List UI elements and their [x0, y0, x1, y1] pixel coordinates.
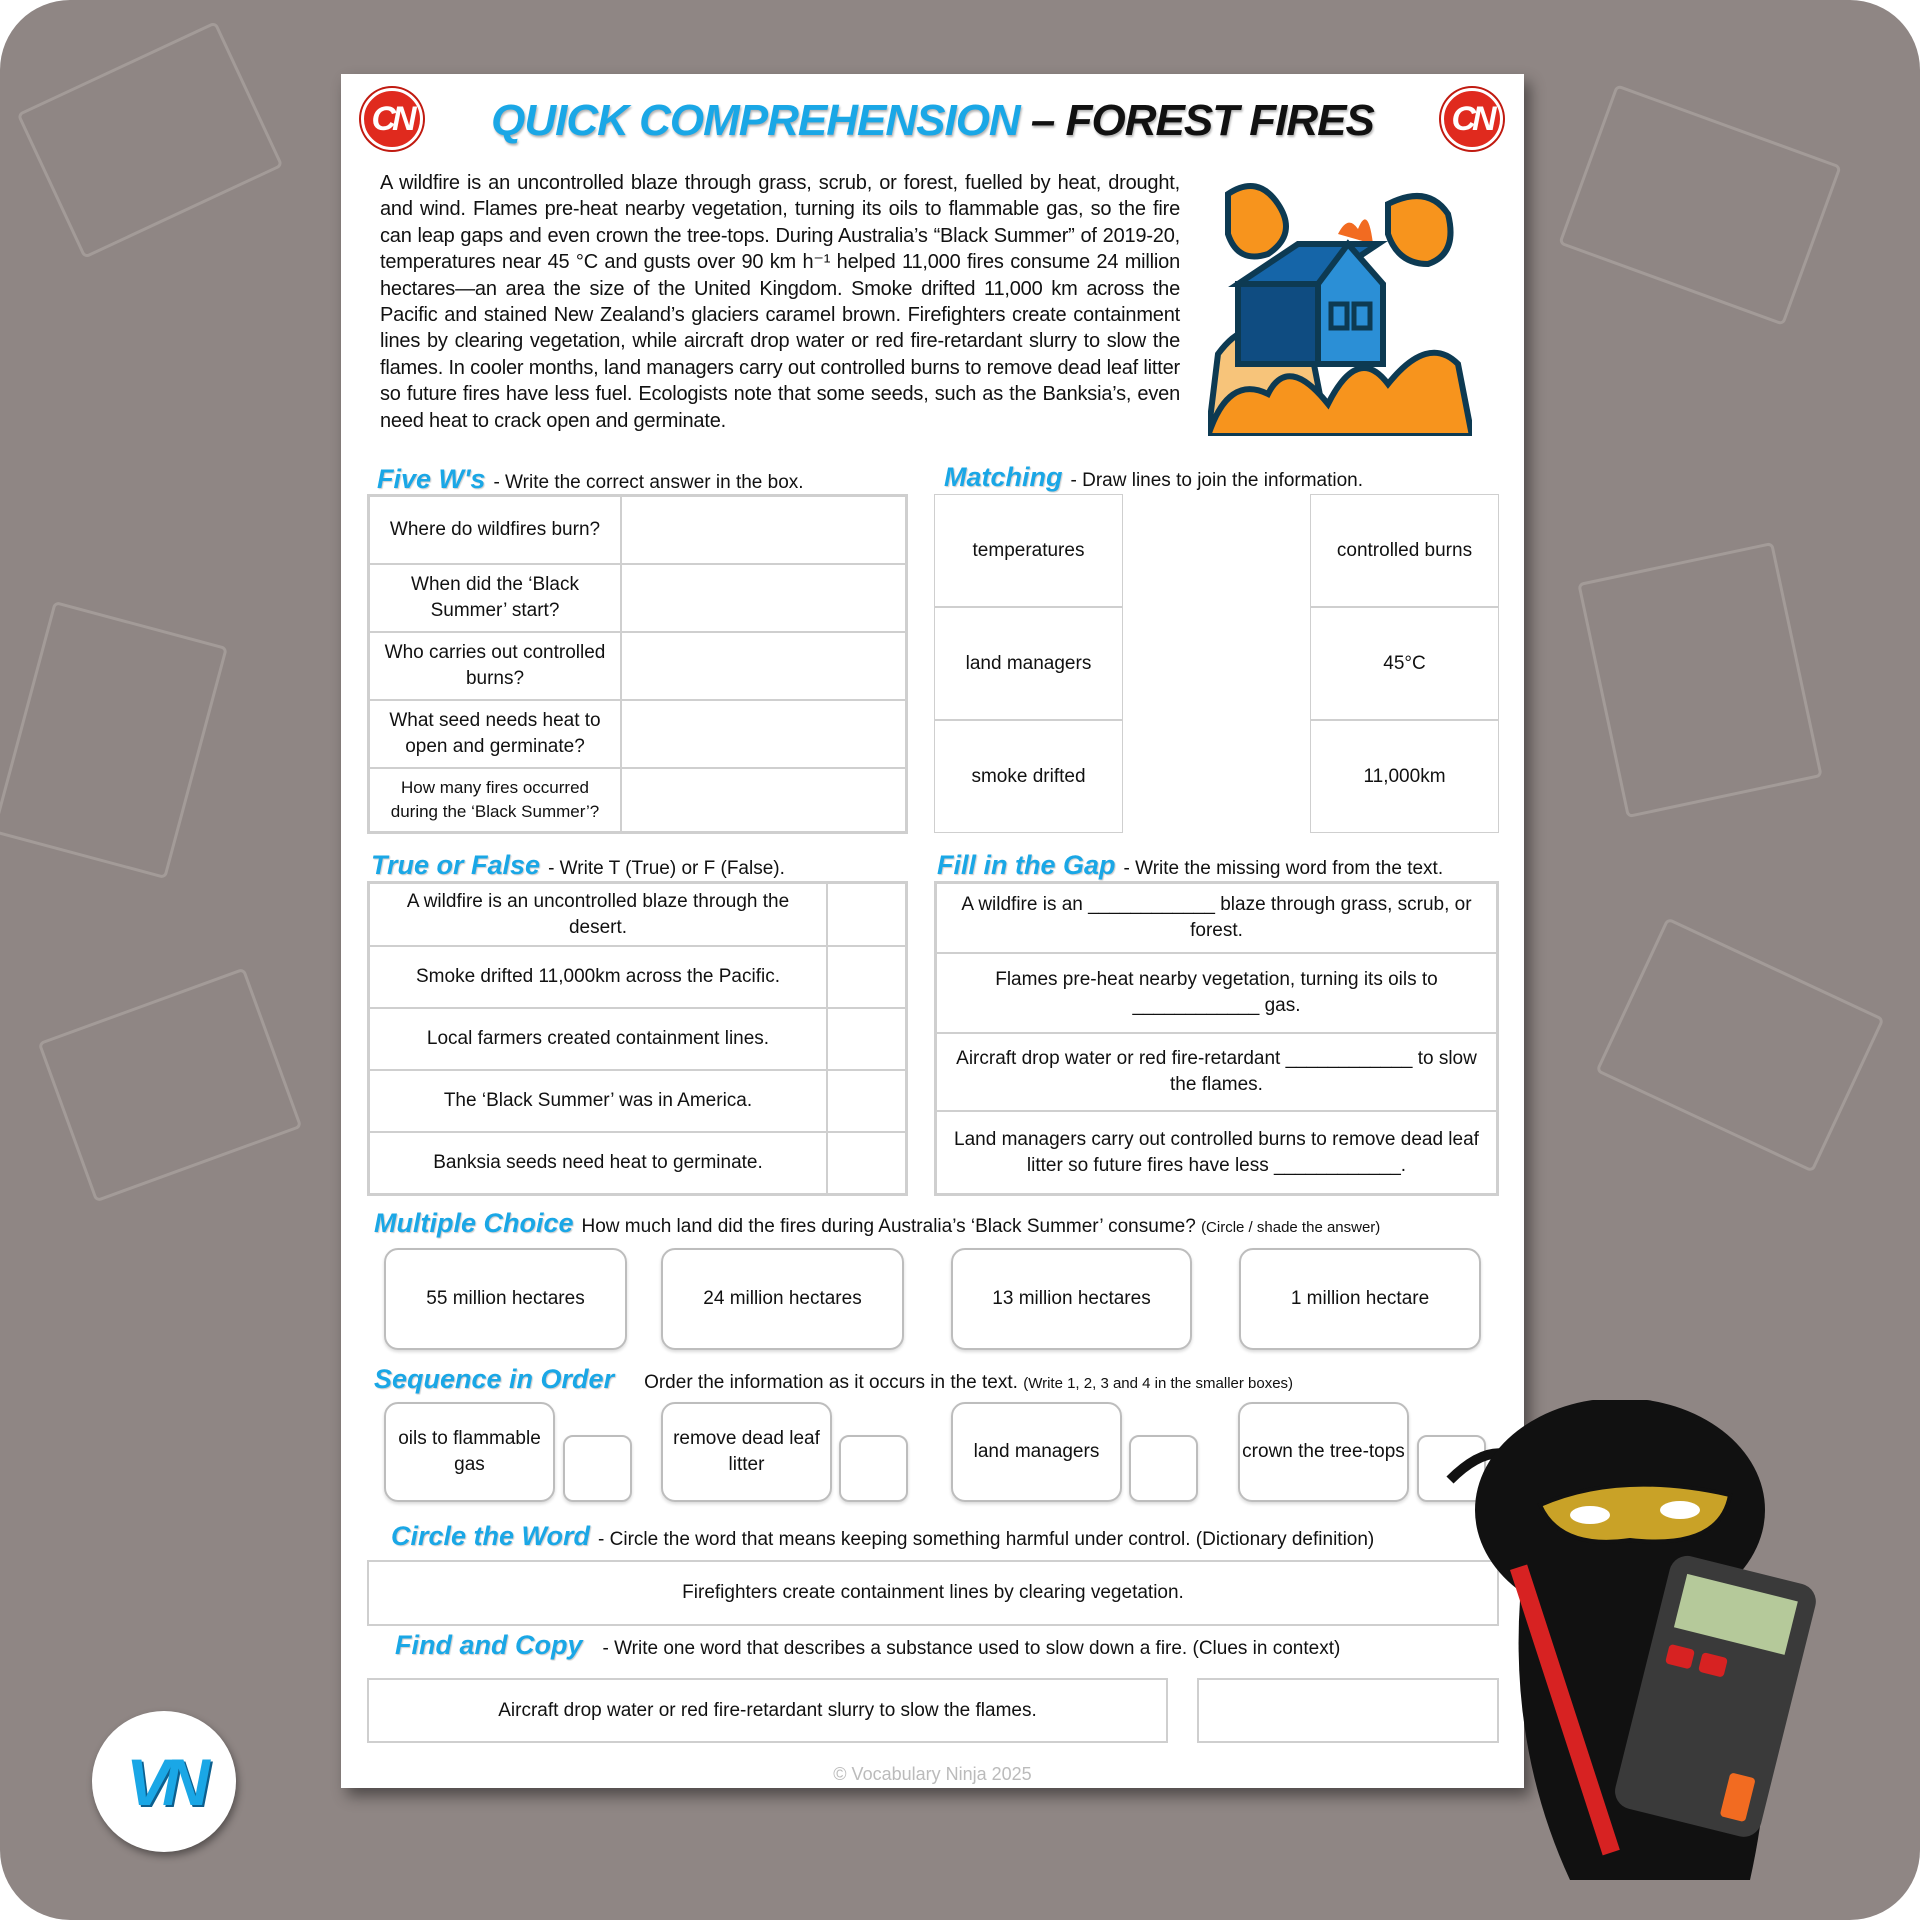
section-title: Sequence in Order	[374, 1364, 615, 1394]
match-left-item[interactable]: temperatures	[934, 494, 1123, 607]
answer-box[interactable]	[621, 564, 906, 632]
section-title: Fill in the Gap	[937, 850, 1116, 880]
statement-cell: Banksia seeds need heat to germinate.	[369, 1132, 827, 1194]
statement-cell: The ‘Black Summer’ was in America.	[369, 1070, 827, 1132]
sequence-item: crown the tree-tops	[1238, 1402, 1409, 1502]
find-copy-sentence: Aircraft drop water or red fire-retardant slurry to slow the flames.	[367, 1678, 1168, 1743]
section-title: Circle the Word	[391, 1521, 591, 1551]
book-doodle	[1558, 84, 1842, 326]
question-cell: Who carries out controlled burns?	[369, 632, 621, 700]
answer-box[interactable]	[621, 768, 906, 832]
question-cell: Where do wildfires burn?	[369, 496, 621, 564]
worksheet	[341, 74, 1524, 1788]
question-cell: When did the ‘Black Summer’ start?	[369, 564, 621, 632]
title-part1: QUICK COMPREHENSION	[491, 96, 1020, 145]
circle-word-sentence[interactable]: Firefighters create containment lines by clearing vegetation.	[367, 1560, 1499, 1626]
match-right-item[interactable]: 45°C	[1310, 607, 1499, 720]
section-title: Find and Copy	[395, 1630, 583, 1660]
gap-sentence[interactable]: A wildfire is an ____________ blaze through grass, scrub, or forest.	[936, 883, 1497, 953]
circle-word-heading	[391, 1521, 1374, 1552]
section-instruction: - Write one word that describes a substance used to slow down a fire. (Clues in context)	[602, 1638, 1341, 1659]
sequence-heading	[374, 1364, 1293, 1395]
mc-option[interactable]: 24 million hectares	[661, 1248, 904, 1350]
section-instruction: - Write T (True) or F (False).	[548, 858, 785, 879]
book-doodle	[16, 21, 283, 259]
mc-option[interactable]: 13 million hectares	[951, 1248, 1192, 1350]
copyright-footer: © Vocabulary Ninja 2025	[833, 1764, 1032, 1784]
sequence-item: land managers	[951, 1402, 1122, 1502]
book-doodle	[0, 601, 228, 879]
section-title: Multiple Choice	[374, 1208, 574, 1238]
section-title: True or False	[371, 850, 541, 880]
gap-sentence[interactable]: Land managers carry out controlled burns to remove dead leaf litter so future fires have less ____________.	[936, 1111, 1497, 1194]
book-doodle	[1577, 542, 1823, 818]
answer-box[interactable]	[621, 700, 906, 768]
gap-sentence[interactable]: Flames pre-heat nearby vegetation, turning its oils to ____________ gas.	[936, 953, 1497, 1033]
sequence-note: (Write 1, 2, 3 and 4 in the smaller boxes)	[1023, 1375, 1294, 1392]
true-false-heading	[371, 850, 785, 881]
mc-option[interactable]: 1 million hectare	[1239, 1248, 1481, 1350]
book-doodle	[38, 968, 303, 1203]
statement-cell: Local farmers created containment lines.	[369, 1008, 827, 1070]
section-instruction: - Write the correct answer in the box.	[493, 472, 804, 493]
answer-box[interactable]	[621, 496, 906, 564]
fill-gap-heading	[937, 850, 1443, 881]
statement-cell: Smoke drifted 11,000km across the Pacific.	[369, 946, 827, 1008]
question-cell: What seed needs heat to open and germinate?	[369, 700, 621, 768]
section-instruction: Order the information as it occurs in the text.	[644, 1372, 1018, 1393]
logo-text: CN	[1451, 99, 1493, 138]
tf-answer-box[interactable]	[827, 1132, 906, 1194]
title-part2: FOREST FIRES	[1065, 96, 1374, 145]
section-instruction: - Draw lines to join the information.	[1070, 470, 1364, 491]
match-right-item[interactable]: 11,000km	[1310, 720, 1499, 833]
five-ws-table	[367, 494, 908, 834]
tf-answer-box[interactable]	[827, 1008, 906, 1070]
tf-answer-box[interactable]	[827, 883, 906, 946]
page-title	[341, 96, 1524, 146]
statement-cell: A wildfire is an uncontrolled blaze through the desert.	[369, 883, 827, 946]
mc-question: How much land did the fires during Australia’s ‘Black Summer’ consume?	[581, 1216, 1196, 1237]
question-cell: How many fires occurred during the ‘Black Summer’?	[369, 768, 621, 832]
match-left-item[interactable]: land managers	[934, 607, 1123, 720]
sequence-number-box[interactable]	[839, 1435, 908, 1502]
fill-gap-table	[934, 881, 1499, 1196]
matching-heading	[944, 462, 1363, 493]
logo-text: CN	[371, 99, 413, 138]
find-copy-heading	[395, 1630, 1340, 1661]
tf-answer-box[interactable]	[827, 946, 906, 1008]
section-title: Five W's	[377, 464, 486, 494]
ninja-mascot-illustration	[1430, 1400, 1870, 1880]
true-false-table	[367, 881, 908, 1196]
burning-house-illustration	[1208, 174, 1472, 436]
book-doodle	[1595, 917, 1884, 1173]
mc-note: (Circle / shade the answer)	[1201, 1219, 1381, 1236]
vn-logo-text: VN	[126, 1744, 202, 1819]
multiple-choice-heading	[374, 1208, 1380, 1239]
five-ws-heading	[377, 464, 804, 495]
section-instruction: - Write the missing word from the text.	[1123, 858, 1444, 879]
section-title: Matching	[944, 462, 1063, 492]
tf-answer-box[interactable]	[827, 1070, 906, 1132]
reading-passage: A wildfire is an uncontrolled blaze through grass, scrub, or forest, fuelled by heat, drought, and wind. Flames pre-heat nearby vegetation, turning its oils to flammable gas, so the fire can leap gaps and even crown the tree-tops. During Australia’s “Black Summer” of 2019-20, temperatures near 45 °C and gusts over 90 km h⁻¹ helped 11,000 fires consume 24 million hectares—an area the size of the United Kingdom. Smoke drifted 11,000 km across the Pacific and stained New Zealand’s glaciers caramel brown. Firefighters create containment lines by clearing vegetation, while aircraft drop water or red fire-retardant slurry to slow the flames. In cooler months, land managers carry out controlled burns to remove dead leaf litter so future fires have less fuel. Ecologists note that some seeds, such as the Banksia’s, even need heat to crack open and germinate.	[380, 172, 1180, 432]
gap-sentence[interactable]: Aircraft drop water or red fire-retardant ____________ to slow the flames.	[936, 1033, 1497, 1111]
mc-option[interactable]: 55 million hectares	[384, 1248, 627, 1350]
section-instruction: - Circle the word that means keeping something harmful under control. (Dictionary definition)	[598, 1529, 1375, 1550]
sequence-number-box[interactable]	[563, 1435, 632, 1502]
sequence-item: oils to flammable gas	[384, 1402, 555, 1502]
answer-box[interactable]	[621, 632, 906, 700]
match-right-item[interactable]: controlled burns	[1310, 494, 1499, 607]
title-sep: –	[1019, 96, 1066, 145]
sequence-number-box[interactable]	[1129, 1435, 1198, 1502]
sequence-item: remove dead leaf litter	[661, 1402, 832, 1502]
vocabulary-ninja-logo	[92, 1711, 236, 1852]
match-left-item[interactable]: smoke drifted	[934, 720, 1123, 833]
